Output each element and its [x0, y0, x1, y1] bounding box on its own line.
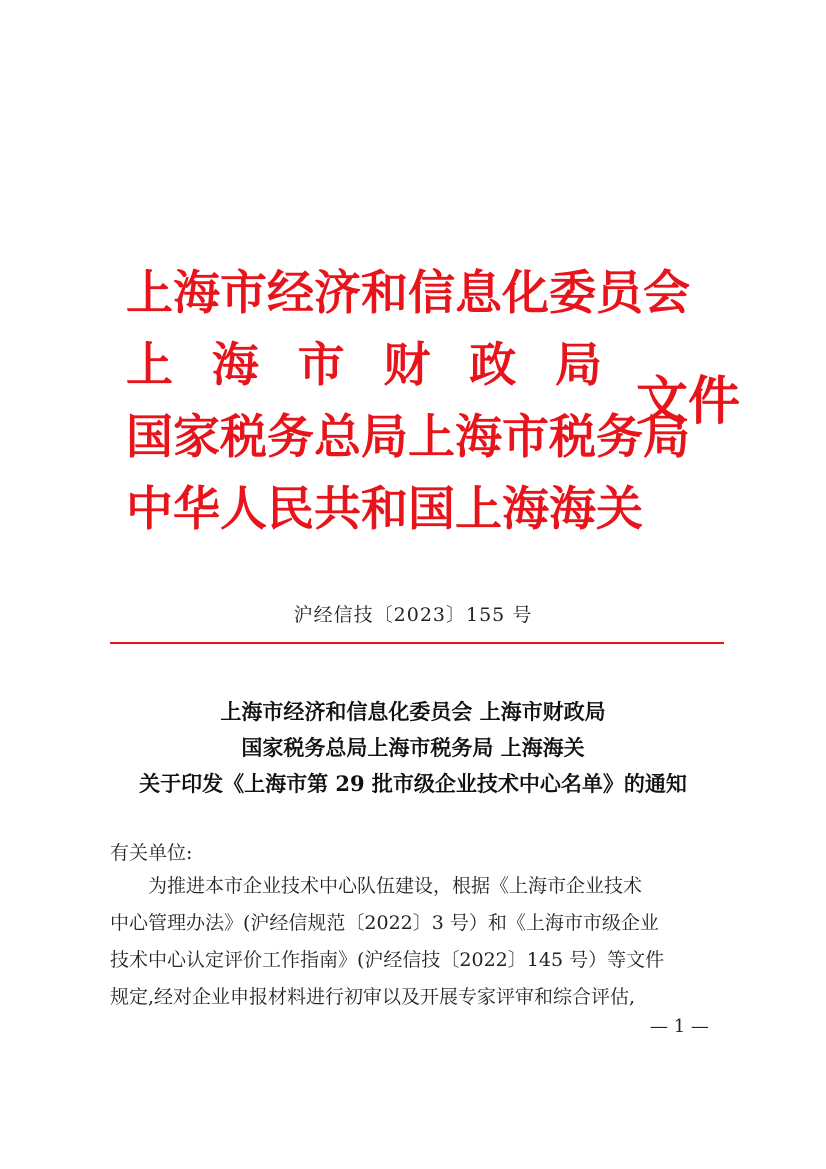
title-line-3: 关于印发《上海市第 29 批市级企业技术中心名单》的通知	[139, 771, 687, 796]
issuer-line-2-char: 政	[469, 338, 517, 393]
issuer-line-2-char: 财	[383, 338, 431, 393]
body-line-3	[110, 942, 724, 979]
document-number: 沪经信技〔2023〕155 号	[293, 604, 533, 626]
body-paragraph	[110, 868, 724, 1016]
issuer-line-1: 上海市经济和信息化委员会	[126, 266, 690, 321]
notice-title	[0, 694, 826, 802]
issuer-line-2-char: 局	[554, 338, 602, 393]
issuer-line-3: 国家税务总局上海市税务局	[126, 410, 690, 465]
document-label: 文件	[636, 371, 741, 432]
page-number: — 1 —	[650, 1016, 709, 1037]
body-line-text: 中心管理办法》(沪经信规范〔2022〕3 号）和《上海市市级企业	[110, 912, 659, 934]
body-line-1	[110, 868, 724, 905]
issuer-line-2	[126, 330, 602, 402]
issuer-line-2-char: 上	[126, 338, 173, 393]
body-line-text: 为推进本市企业技术中心队伍建设，根据《上海市企业技术	[148, 875, 643, 897]
body-line-text: 规定,经对企业申报材料进行初审以及开展专家评审和综合评估,	[110, 986, 636, 1008]
issuer-line-4: 中华人民共和国上海海关	[126, 482, 643, 537]
body-line-4	[110, 979, 724, 1016]
body-line-text: 技术中心认定评价工作指南》(沪经信技〔2022〕145 号）等文件	[110, 949, 665, 971]
red-divider-line	[110, 642, 724, 644]
body-line-2	[110, 905, 724, 942]
salutation: 有关单位:	[110, 842, 193, 864]
title-line-2: 国家税务总局上海市税务局 上海海关	[241, 735, 585, 760]
title-line-1: 上海市经济和信息化委员会 上海市财政局	[220, 699, 606, 724]
issuer-line-2-char: 市	[297, 338, 345, 393]
issuer-line-2-char: 海	[211, 338, 259, 393]
